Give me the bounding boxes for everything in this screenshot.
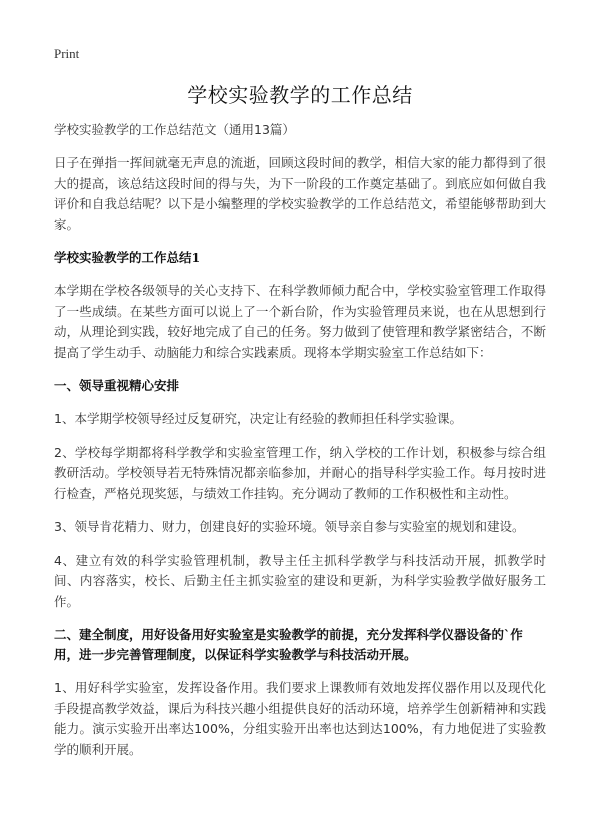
part-one-heading: 一、领导重视精心安排 (54, 378, 180, 393)
print-link[interactable]: Print (54, 46, 80, 61)
list-item: 1、用好科学实验室，发挥设备作用。我们要求上课教师有效地发挥仪器作用以及现代化手段提高教学效益，课后为科技兴趣小组提供良好的活动环境，培养学生创新精神和实践能力。演示实验开出率达100%，分组实验开出率也达到达100%，有力地促进了实验教学的顺利开展。 (54, 680, 546, 757)
list-item: 4、建立有效的科学实验管理机制，教导主任主抓科学教学与科技活动开展，抓教学时间、内容落实，校长、后勤主任主抓实验室的建设和更新，为科学实验教学做好服务工作。 (54, 552, 546, 609)
section-intro-paragraph: 本学期在学校各级领导的关心支持下、在科学教师倾力配合中，学校实验室管理工作取得了一些成绩。在某些方面可以说上了一个新台阶，作为实验管理员来说，也在从思想到行动，从理论到实践，较好地完成了自己的任务。努力做到了使管理和教学紧密结合，不断提高了学生动手、动脑能力和综合实践素质。现将本学期实验室工作总结如下： (54, 283, 546, 360)
list-item: 2、学校每学期都将科学教学和实验室管理工作，纳入学校的工作计划，积极参与综合组教研活动。学校领导若无特殊情况都亲临参加，并耐心的指导科学实验工作。每月按时进行检查，严格兑现奖惩，与绩效工作挂钩。充分调动了教师的工作积极性和主动性。 (54, 444, 546, 501)
document-subtitle: 学校实验教学的工作总结范文（通用13篇） (54, 122, 295, 137)
list-item: 1、本学期学校领导经过反复研究，决定让有经验的教师担任科学实验课。 (54, 411, 462, 426)
intro-paragraph: 日子在弹指一挥间就毫无声息的流逝，回顾这段时间的教学，相信大家的能力都得到了很大的提高，该总结这段时间的得与失，为下一阶段的工作奠定基础了。到底应如何做自我评价和自我总结呢？以下是小编整理的学校实验教学的工作总结范文，希望能够帮助到大家。 (54, 155, 546, 232)
part-two-heading: 二、建全制度，用好设备用好实验室是实验教学的前提，充分发挥科学仪器设备的`作用，进一步完善管理制度，以保证科学实验教学与科技活动开展。 (54, 627, 523, 662)
document-body (54, 120, 546, 773)
document-title: 学校实验教学的工作总结 (187, 83, 413, 107)
section-heading: 学校实验教学的工作总结1 (54, 250, 201, 265)
list-item: 3、领导肯花精力、财力，创建良好的实验环境。领导亲自参与实验室的规划和建设。 (54, 519, 525, 534)
